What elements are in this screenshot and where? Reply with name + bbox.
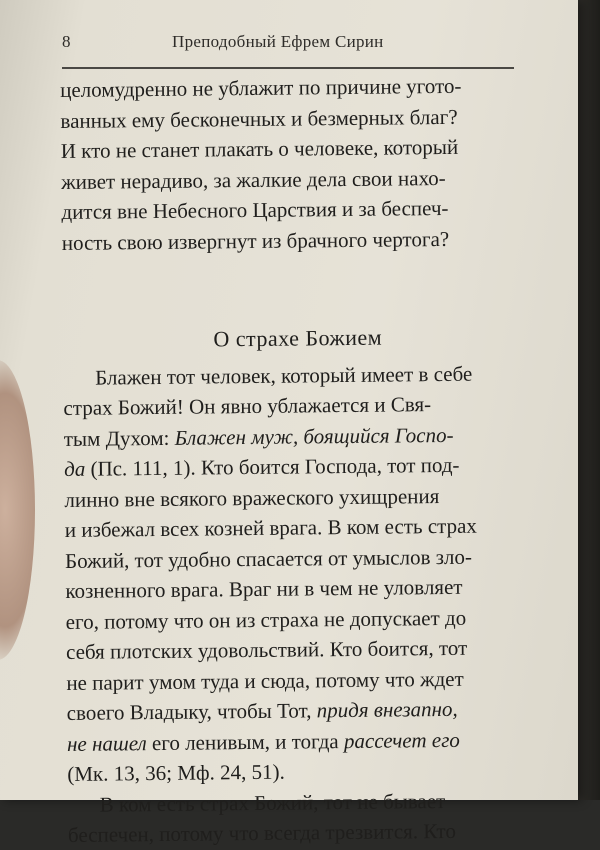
text-line [67,693,537,728]
text-line [67,724,537,759]
finger-shadow [0,360,35,660]
text-line: его, потому что он из страха не допускает до [65,605,467,634]
text-line: живет нерадиво, за жалкие дела свои нахо- [60,165,446,194]
text-line: козненного врага. Враг ни в чем не уловляет [65,574,463,603]
text-line: И кто не станет плакать о человеке, который [60,134,459,163]
text-line: не парит умом туда и сюда, потому что ждет [66,666,464,695]
header-rule [62,67,514,69]
text-segment: тым Духом: [63,425,175,451]
text-line [64,449,534,484]
text-line: беспечен, потому что всегда трезвится. Кто [67,818,457,847]
text-line: дится вне Небесного Царствия и за беспеч- [61,195,449,224]
text-segment: (Пс. 111, 1). Кто боится Господа, тот под- [85,452,460,481]
text-line: ванных ему бесконечных и безмерных благ? [60,104,458,133]
text-line: себя плотских удовольствий. Кто боится, тот [65,635,468,664]
scripture-quote: придя внезапно, [316,696,458,723]
page-body [60,70,538,850]
text-line: и избежал всех козней врага. В ком есть страх [64,513,477,542]
scripture-quote: да [64,456,86,481]
page-header [62,30,512,54]
section-heading: О страхе Божием [213,324,383,352]
text-line: Блажен тот человек, который имеет в себе [95,361,473,390]
scripture-quote: не нашел [66,730,147,756]
page-number: 8 [62,32,71,51]
scripture-quote: рассечет его [343,727,460,753]
scripture-quote: Блажен муж, боящийся Госпо- [174,422,454,450]
text-segment: его ленивым, и тогда [146,728,345,755]
text-line: страх Божий! Он явно ублажается и Свя- [63,392,432,420]
text-line [64,419,534,454]
show-through-text [62,257,533,323]
text-segment: своего Владыку, чтобы Тот, [66,698,317,725]
text-line: ность свою извергнут из брачного чертога? [61,226,450,255]
text-line: целомудренно не ублажит по причине угото- [60,73,462,102]
text-line: (Мк. 13, 36; Мф. 24, 51). [67,759,285,786]
text-line: Божий, тот удобно спасается от умыслов зло- [64,544,473,573]
text-line: В ком есть страх Божий, тот не бывает [99,788,446,817]
text-line: линно вне всякого вражеского ухищрения [64,483,440,512]
running-title: Преподобный Ефрем Сирин [172,32,384,51]
